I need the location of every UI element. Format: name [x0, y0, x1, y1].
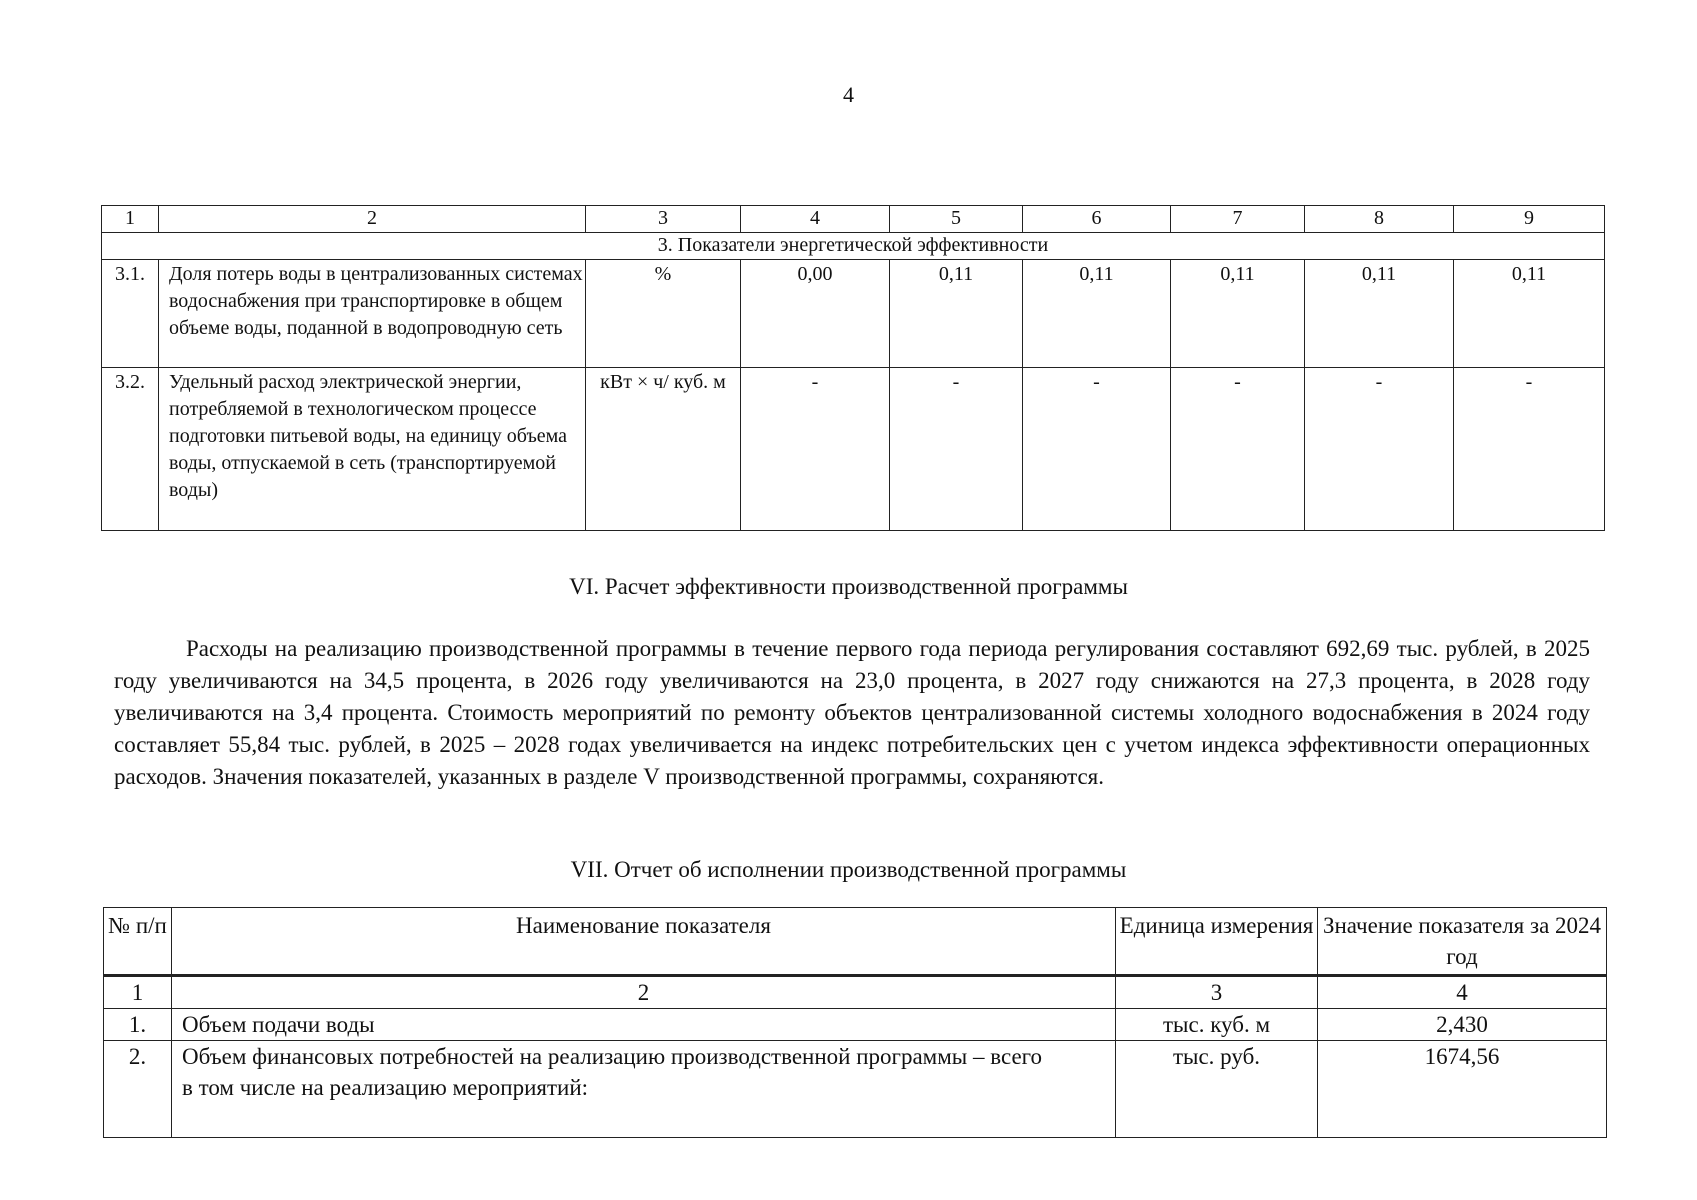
indicator-name-sub: в том числе на реализацию мероприятий: — [182, 1075, 589, 1100]
value-cell: 0,00 — [741, 260, 890, 368]
energy-efficiency-table — [101, 205, 1605, 531]
unit-cell: тыс. куб. м — [1116, 1009, 1318, 1041]
value-cell: - — [1305, 368, 1454, 531]
column-number: 4 — [1318, 976, 1607, 1009]
header-name: Наименование показателя — [172, 908, 1116, 976]
value-cell: - — [1454, 368, 1605, 531]
indicator-name — [172, 1041, 1116, 1138]
value-cell: 2,430 — [1318, 1009, 1607, 1041]
column-number: 8 — [1305, 206, 1454, 233]
header-unit: Единица измерения — [1116, 908, 1318, 976]
column-number: 2 — [159, 206, 586, 233]
table-row — [104, 1041, 1607, 1138]
value-cell: - — [890, 368, 1023, 531]
column-number: 6 — [1023, 206, 1171, 233]
column-number: 5 — [890, 206, 1023, 233]
page-number: 4 — [843, 82, 854, 107]
column-number: 7 — [1171, 206, 1305, 233]
column-number: 4 — [741, 206, 890, 233]
column-numbers-row — [104, 976, 1607, 1009]
column-number: 3 — [1116, 976, 1318, 1009]
value-cell: 0,11 — [1171, 260, 1305, 368]
unit-cell: тыс. руб. — [1116, 1041, 1318, 1138]
row-number: 3.1. — [102, 260, 159, 368]
section-6-paragraph: Расходы на реализацию производственной программы в течение первого года периода регулирования составляют 692,69 тыс. рублей, в 2025 году увеличиваются на 34,5 процента, в 2026 году увеличиваются на 23,0 процента, в 2027 году снижаются на 27,3 процента, в 2028 году увеличиваются на 3,4 процента. Стоимость мероприятий по ремонту объектов централизованной системы холодного водоснабжения в 2024 году составляет 55,84 тыс. рублей, в 2025 – 2028 годах увеличивается на индекс потребительских цен с учетом индекса эффективности операционных расходов. Значения показателей, указанных в разделе V производственной программы, сохраняются. — [114, 636, 1590, 789]
row-number: 1. — [104, 1009, 172, 1041]
table-row — [102, 260, 1605, 368]
indicator-name: Удельный расход электрической энергии, потребляемой в технологическом процессе подготовки питьевой воды, на единицу объема воды, отпускаемой в сеть (транспортируемой воды) — [159, 368, 586, 531]
indicator-name-main: Объем финансовых потребностей на реализацию производственной программы – всего — [182, 1044, 1043, 1069]
unit-cell: % — [586, 260, 741, 368]
header-value: Значение показателя за 2024 год — [1318, 908, 1607, 976]
column-number: 1 — [102, 206, 159, 233]
section-6-heading: VI. Расчет эффективности производственной программы — [569, 574, 1128, 599]
table-row — [104, 1009, 1607, 1041]
section-title: 3. Показатели энергетической эффективности — [102, 233, 1605, 260]
column-number: 2 — [172, 976, 1116, 1009]
value-cell: - — [1171, 368, 1305, 531]
column-number: 3 — [586, 206, 741, 233]
value-cell: 0,11 — [1023, 260, 1171, 368]
table-section-row — [102, 233, 1605, 260]
value-cell: 0,11 — [1305, 260, 1454, 368]
column-number: 9 — [1454, 206, 1605, 233]
value-cell: 1674,56 — [1318, 1041, 1607, 1138]
table-row — [102, 368, 1605, 531]
value-cell: - — [741, 368, 890, 531]
column-number: 1 — [104, 976, 172, 1009]
value-cell: - — [1023, 368, 1171, 531]
indicator-name: Доля потерь воды в централизованных системах водоснабжения при транспортировке в общем объеме воды, поданной в водопроводную сеть — [159, 260, 586, 368]
header-num: № п/п — [104, 908, 172, 976]
unit-cell: кВт × ч/ куб. м — [586, 368, 741, 531]
section-7-heading: VII. Отчет об исполнении производственной программы — [570, 857, 1127, 882]
value-cell: 0,11 — [890, 260, 1023, 368]
row-number: 2. — [104, 1041, 172, 1138]
table-header-row — [104, 908, 1607, 976]
table-header-row — [102, 206, 1605, 233]
value-cell: 0,11 — [1454, 260, 1605, 368]
row-number: 3.2. — [102, 368, 159, 531]
program-report-table — [103, 907, 1607, 1138]
indicator-name: Объем подачи воды — [172, 1009, 1116, 1041]
